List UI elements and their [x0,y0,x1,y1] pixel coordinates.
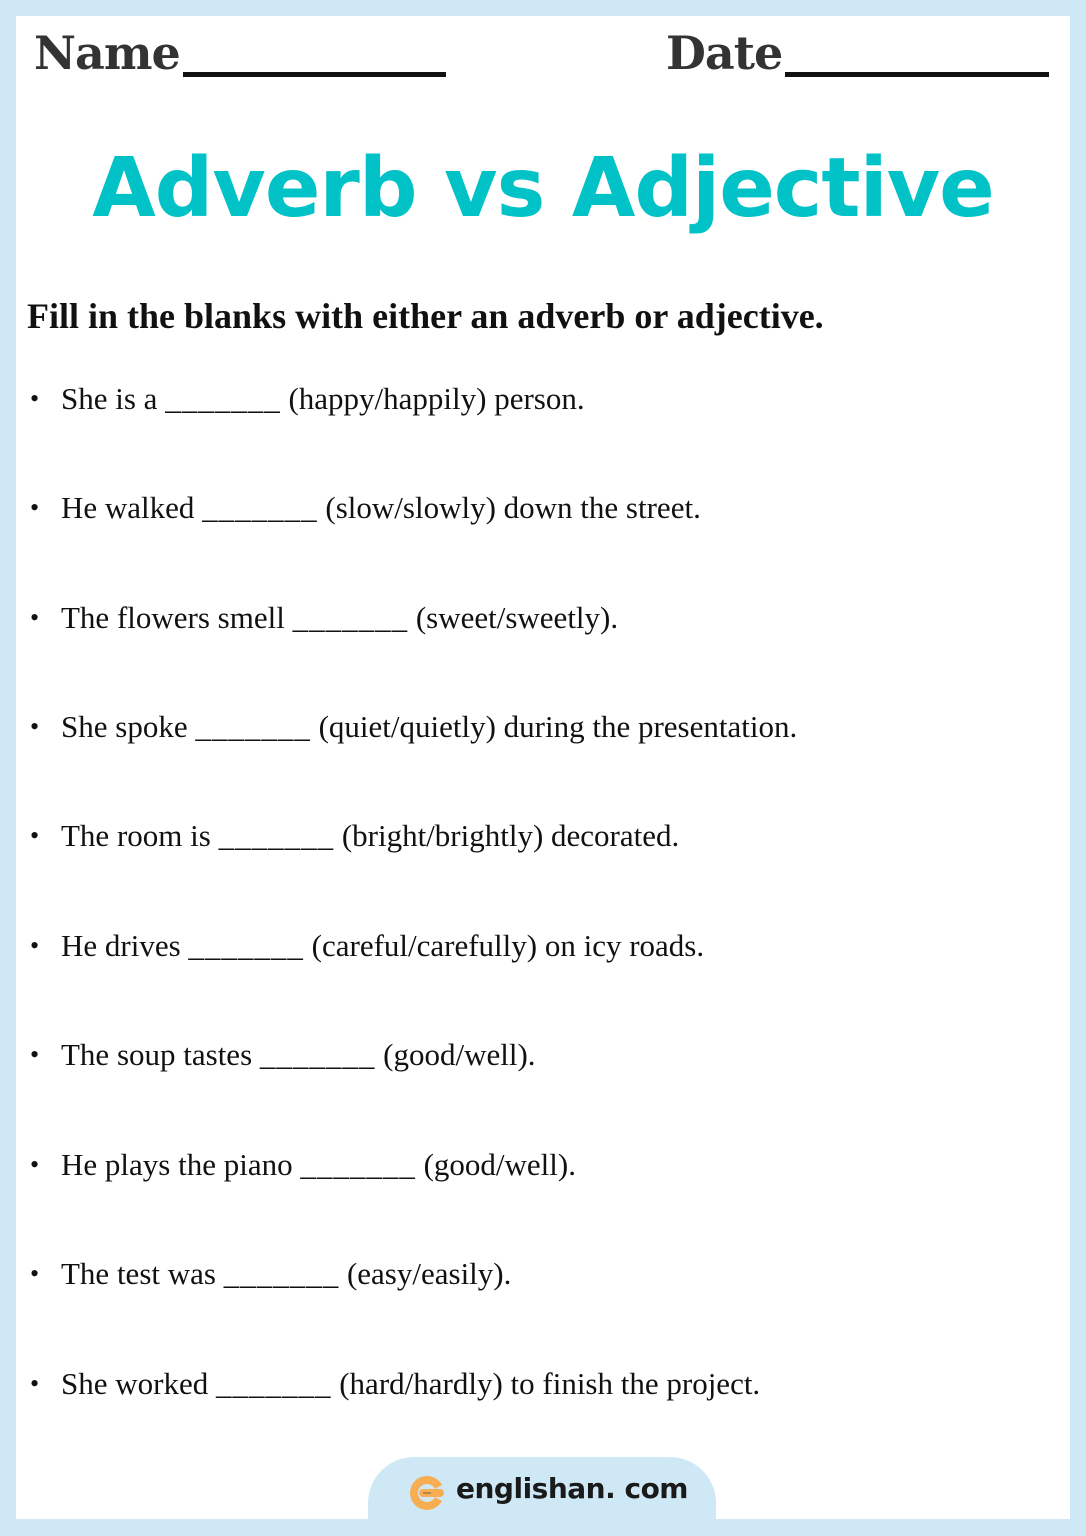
answer-blank[interactable]: _______ [188,928,304,963]
item-text-after: (careful/carefully) on icy roads. [303,928,705,963]
item-text-after: (bright/brightly) decorated. [334,818,680,853]
name-field-line[interactable] [183,72,446,77]
exercise-item-10 [30,1368,760,1399]
answer-blank[interactable]: _______ [223,1256,340,1291]
item-text-before: She spoke [61,709,196,744]
answer-blank[interactable]: _______ [165,381,281,416]
bullet-icon: • [30,821,40,850]
bullet-icon: • [30,1150,40,1179]
exercise-item-3 [30,602,618,633]
answer-blank[interactable]: _______ [292,600,409,635]
site-name[interactable]: englishan. com [456,1472,688,1505]
answer-blank[interactable]: _______ [259,1037,376,1072]
bullet-icon: • [30,712,40,741]
item-text-before: The test was [61,1256,224,1291]
date-label: Date [666,26,783,80]
answer-blank[interactable]: _______ [202,490,318,525]
worksheet-page [16,16,1070,1519]
item-text-before: The flowers smell [61,600,293,635]
item-text-after: (happy/happily) person. [280,381,585,416]
exercise-item-7 [30,1039,536,1070]
answer-blank[interactable]: _______ [300,1147,416,1182]
item-text-after: (easy/easily). [339,1256,512,1291]
name-label: Name [34,26,180,80]
item-text-before: She worked [61,1366,216,1401]
answer-blank[interactable]: _______ [195,709,311,744]
answer-blank[interactable]: _______ [218,818,335,853]
exercise-item-5 [30,820,679,851]
item-text-before: He plays the piano [61,1147,301,1182]
exercise-item-4 [30,711,797,742]
item-text-after: (good/well). [415,1147,576,1182]
worksheet-title: Adverb vs Adjective [92,141,994,236]
item-text-after: (slow/slowly) down the street. [317,490,701,525]
item-text-before: He drives [61,928,189,963]
bullet-icon: • [30,1369,40,1398]
bullet-icon: • [30,603,40,632]
bullet-icon: • [30,493,40,522]
englishan-logo-icon [408,1474,446,1512]
date-field-line[interactable] [785,72,1049,77]
bullet-icon: • [30,384,40,413]
item-text-after: (quiet/quietly) during the presentation. [310,709,798,744]
item-text-after: (sweet/sweetly). [408,600,619,635]
exercise-item-1 [30,383,585,414]
item-text-after: (good/well). [375,1037,536,1072]
bullet-icon: • [30,931,40,960]
bullet-icon: • [30,1040,40,1069]
instruction-text: Fill in the blanks with either an adverb or adjective. [27,296,824,336]
item-text-before: The soup tastes [61,1037,260,1072]
item-text-before: He walked [61,490,203,525]
exercise-item-2 [30,492,701,523]
item-text-before: The room is [61,818,219,853]
answer-blank[interactable]: _______ [215,1366,332,1401]
exercise-item-6 [30,930,704,961]
exercise-item-8 [30,1149,576,1180]
exercise-item-9 [30,1258,511,1289]
item-text-after: (hard/hardly) to finish the project. [331,1366,761,1401]
item-text-before: She is a [61,381,166,416]
bullet-icon: • [30,1259,40,1288]
